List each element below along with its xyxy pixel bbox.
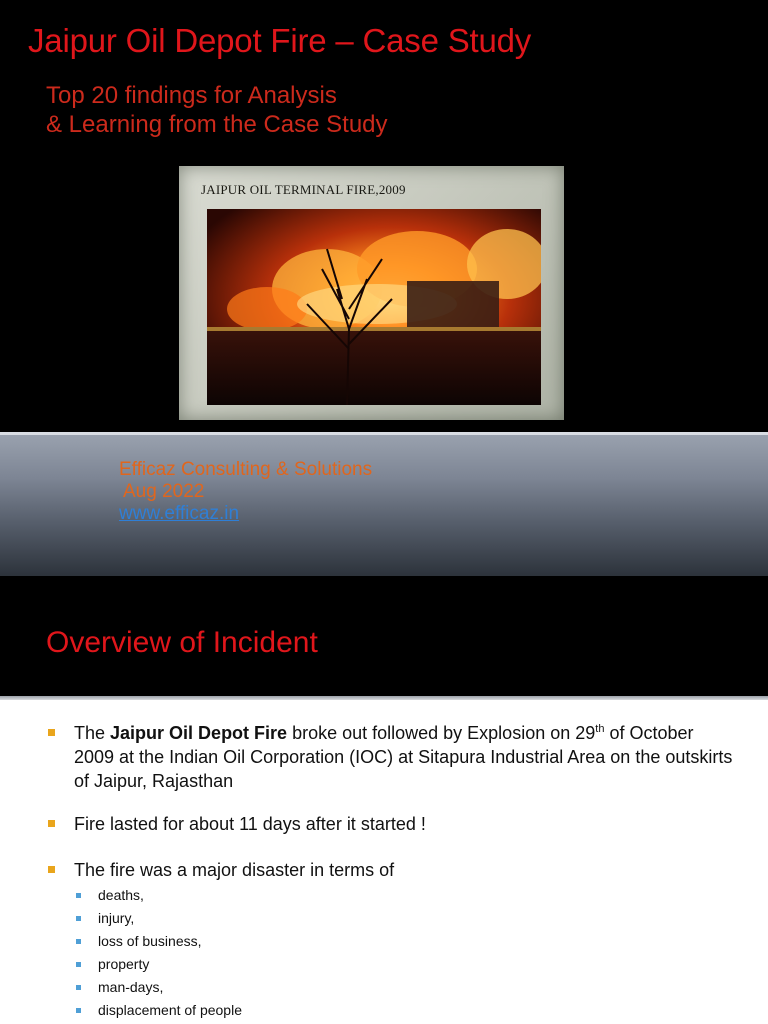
list-item: loss of business, <box>74 930 242 953</box>
fire-photo <box>207 209 541 405</box>
bullet-text: Fire lasted for about 11 days after it started ! <box>74 814 426 834</box>
fire-photo-illustration <box>207 209 541 405</box>
sub-bullet-square <box>76 1008 81 1013</box>
impact-sub-list <box>74 884 242 1022</box>
bullet-text: The fire was a major disaster in terms of <box>74 860 395 880</box>
sub-bullet-square <box>76 893 81 898</box>
website-link[interactable]: www.efficaz.in <box>119 503 240 524</box>
overview-slide-header <box>0 576 768 696</box>
bold-incident-name: Jaipur Oil Depot Fire <box>110 723 288 743</box>
bullet-square <box>48 729 55 736</box>
bullet-square <box>48 866 55 873</box>
bullet-text: The Jaipur Oil Depot Fire broke out followed by Explosion on 29th of October 2009 at the Indian Oil Corporation (IOC) at Sitapura Industrial Area on the outskirts of Jaipur, Rajasthan <box>74 723 733 791</box>
subtitle-line-1: Top 20 findings for Analysis <box>46 82 337 109</box>
overview-title: Overview of Incident <box>46 626 318 659</box>
list-item: deaths, <box>74 884 242 907</box>
sub-bullet-square <box>76 962 81 967</box>
footer-band <box>0 432 768 576</box>
subtitle-line-2: & Learning from the Case Study <box>46 111 388 138</box>
list-item: displacement of people <box>74 999 242 1022</box>
overview-body <box>0 700 768 1024</box>
slide-title: Jaipur Oil Depot Fire – Case Study <box>28 22 532 59</box>
photo-caption: JAIPUR OIL TERMINAL FIRE,2009 <box>201 182 406 197</box>
list-item: injury, <box>74 907 242 930</box>
bullet-square <box>48 820 55 827</box>
list-item: man-days, <box>74 976 242 999</box>
presentation-date: Aug 2022 <box>123 481 205 502</box>
sub-bullet-square <box>76 939 81 944</box>
slide-subtitle <box>46 81 388 139</box>
sub-bullet-square <box>76 985 81 990</box>
list-item: property <box>74 953 242 976</box>
sub-bullet-square <box>76 916 81 921</box>
photo-frame <box>179 166 564 420</box>
company-name: Efficaz Consulting & Solutions <box>119 459 373 480</box>
